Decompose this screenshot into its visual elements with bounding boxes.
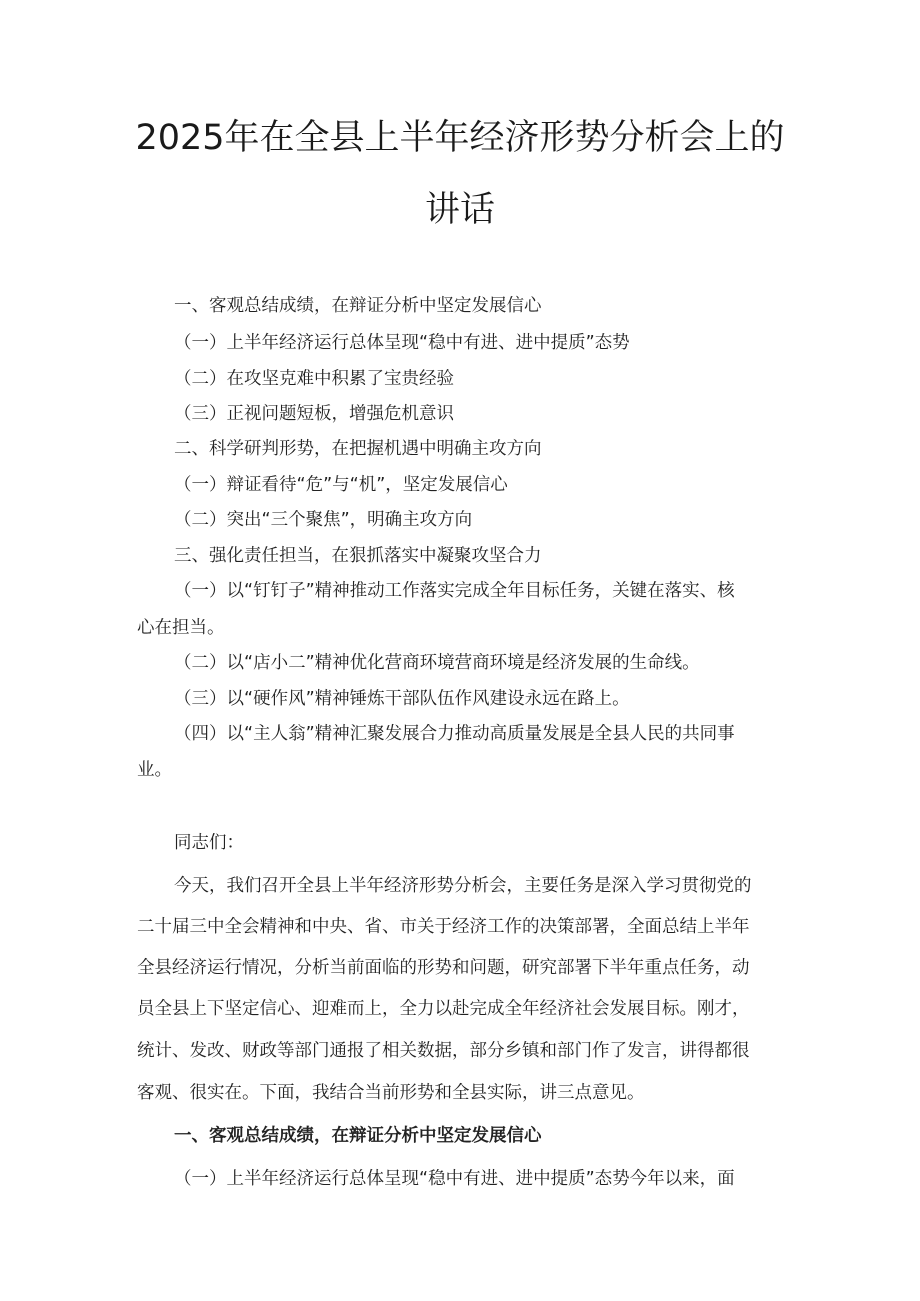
- outline-item: （四）以“主人翁”精神汇聚发展合力推动高质量发展是全县人民的共同事: [174, 724, 735, 744]
- outline-item: 一、客观总结成绩，在辩证分析中坚定发展信心: [174, 296, 542, 316]
- outline-item: （一）上半年经济运行总体呈现“稳中有进、进中提质”态势: [174, 333, 630, 353]
- outline-item: （一）辩证看待“危”与“机”，坚定发展信心: [174, 475, 508, 495]
- section-heading: 一、客观总结成绩，在辩证分析中坚定发展信心: [174, 1126, 542, 1146]
- body-line: 今天，我们召开全县上半年经济形势分析会，主要任务是深入学习贯彻党的: [174, 876, 752, 896]
- document-title-line-1: 2025年在全县上半年经济形势分析会上的: [135, 118, 785, 158]
- body-line: 客观、很实在。下面，我结合当前形势和全县实际，讲三点意见。: [137, 1083, 645, 1103]
- outline-item: 业。: [137, 760, 172, 780]
- body-line: （一）上半年经济运行总体呈现“稳中有进、进中提质”态势今年以来，面: [174, 1169, 735, 1189]
- outline-item: （二）以“店小二”精神优化营商环境营商环境是经济发展的生命线。: [174, 653, 700, 673]
- outline-item: （三）正视问题短板，增强危机意识: [174, 404, 454, 424]
- salutation: 同志们：: [174, 833, 244, 853]
- body-line: 统计、发改、财政等部门通报了相关数据，部分乡镇和部门作了发言，讲得都很: [137, 1041, 750, 1061]
- outline-item: 二、科学研判形势，在把握机遇中明确主攻方向: [174, 439, 542, 459]
- outline-item: （二）突出“三个聚焦”，明确主攻方向: [174, 510, 473, 530]
- outline-item: （二）在攻坚克难中积累了宝贵经验: [174, 369, 454, 389]
- body-line: 员全县上下坚定信心、迎难而上，全力以赴完成全年经济社会发展目标。刚才，: [137, 999, 750, 1019]
- body-line: 二十届三中全会精神和中央、省、市关于经济工作的决策部署，全面总结上半年: [137, 917, 750, 937]
- body-line: 全县经济运行情况，分析当前面临的形势和问题，研究部署下半年重点任务，动: [137, 958, 750, 978]
- outline-item: （一）以“钉钉子”精神推动工作落实完成全年目标任务，关键在落实、核: [174, 581, 735, 601]
- outline-item: 心在担当。: [137, 618, 225, 638]
- outline-item: 三、强化责任担当，在狠抓落实中凝聚攻坚合力: [174, 546, 542, 566]
- document-title-line-2: 讲话: [424, 190, 495, 230]
- outline-item: （三）以“硬作风”精神锤炼干部队伍作风建设永远在路上。: [174, 689, 630, 709]
